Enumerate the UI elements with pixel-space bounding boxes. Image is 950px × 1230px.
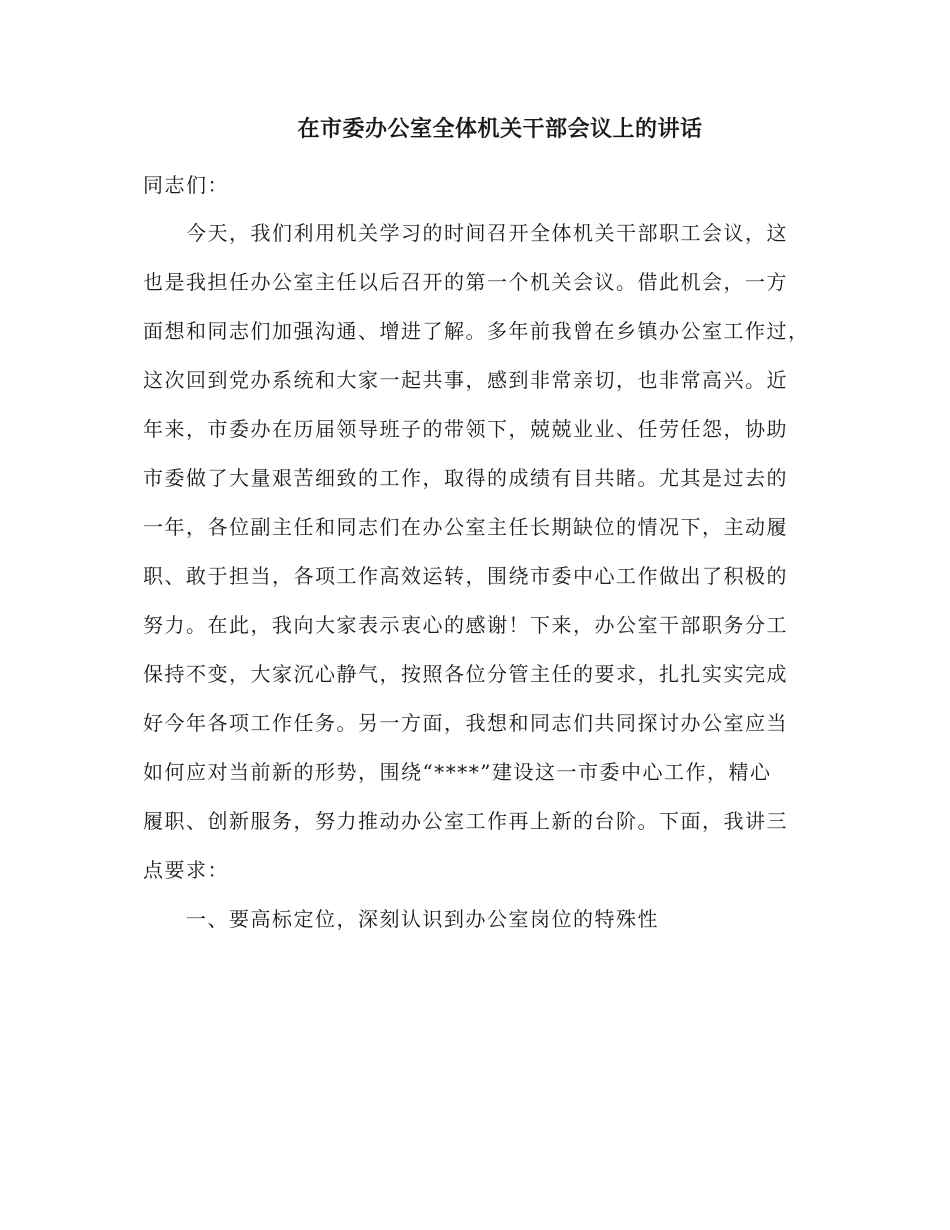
paragraph-line-12: 如何应对当前新的形势，围绕“****”建设这一市委中心工作，精心	[143, 760, 772, 784]
paragraph-line-4: 这次回到党办系统和大家一起共事，感到非常亲切，也非常高兴。近	[143, 368, 788, 392]
paragraph-line-6: 市委做了大量艰苦细致的工作，取得的成绩有目共睹。尤其是过去的	[143, 466, 788, 490]
paragraph-line-5: 年来，市委办在历届领导班子的带领下，兢兢业业、任劳任怨，协助	[143, 417, 788, 441]
paragraph-line-1: 今天，我们利用机关学习的时间召开全体机关干部职工会议，这	[186, 221, 788, 245]
document-title: 在市委办公室全体机关干部会议上的讲话	[297, 116, 703, 142]
salutation: 同志们：	[143, 173, 229, 197]
paragraph-line-14: 点要求：	[143, 858, 229, 882]
paragraph-line-9: 努力。在此，我向大家表示衷心的感谢！下来，办公室干部职务分工	[143, 613, 788, 637]
paragraph-line-2: 也是我担任办公室主任以后召开的第一个机关会议。借此机会，一方	[143, 270, 788, 294]
paragraph-line-8: 职、敢于担当，各项工作高效运转，围绕市委中心工作做出了积极的	[143, 564, 788, 588]
paragraph-line-13: 履职、创新服务，努力推动办公室工作再上新的台阶。下面，我讲三	[143, 809, 788, 833]
paragraph-line-11: 好今年各项工作任务。另一方面，我想和同志们共同探讨办公室应当	[143, 711, 788, 735]
paragraph-line-7: 一年，各位副主任和同志们在办公室主任长期缺位的情况下，主动履	[143, 515, 788, 539]
section-heading-1: 一、要高标定位，深刻认识到办公室岗位的特殊性	[186, 907, 659, 931]
paragraph-line-3: 面想和同志们加强沟通、增进了解。多年前我曾在乡镇办公室工作过，	[143, 319, 810, 343]
paragraph-line-10: 保持不变，大家沉心静气，按照各位分管主任的要求，扎扎实实完成	[143, 662, 788, 686]
